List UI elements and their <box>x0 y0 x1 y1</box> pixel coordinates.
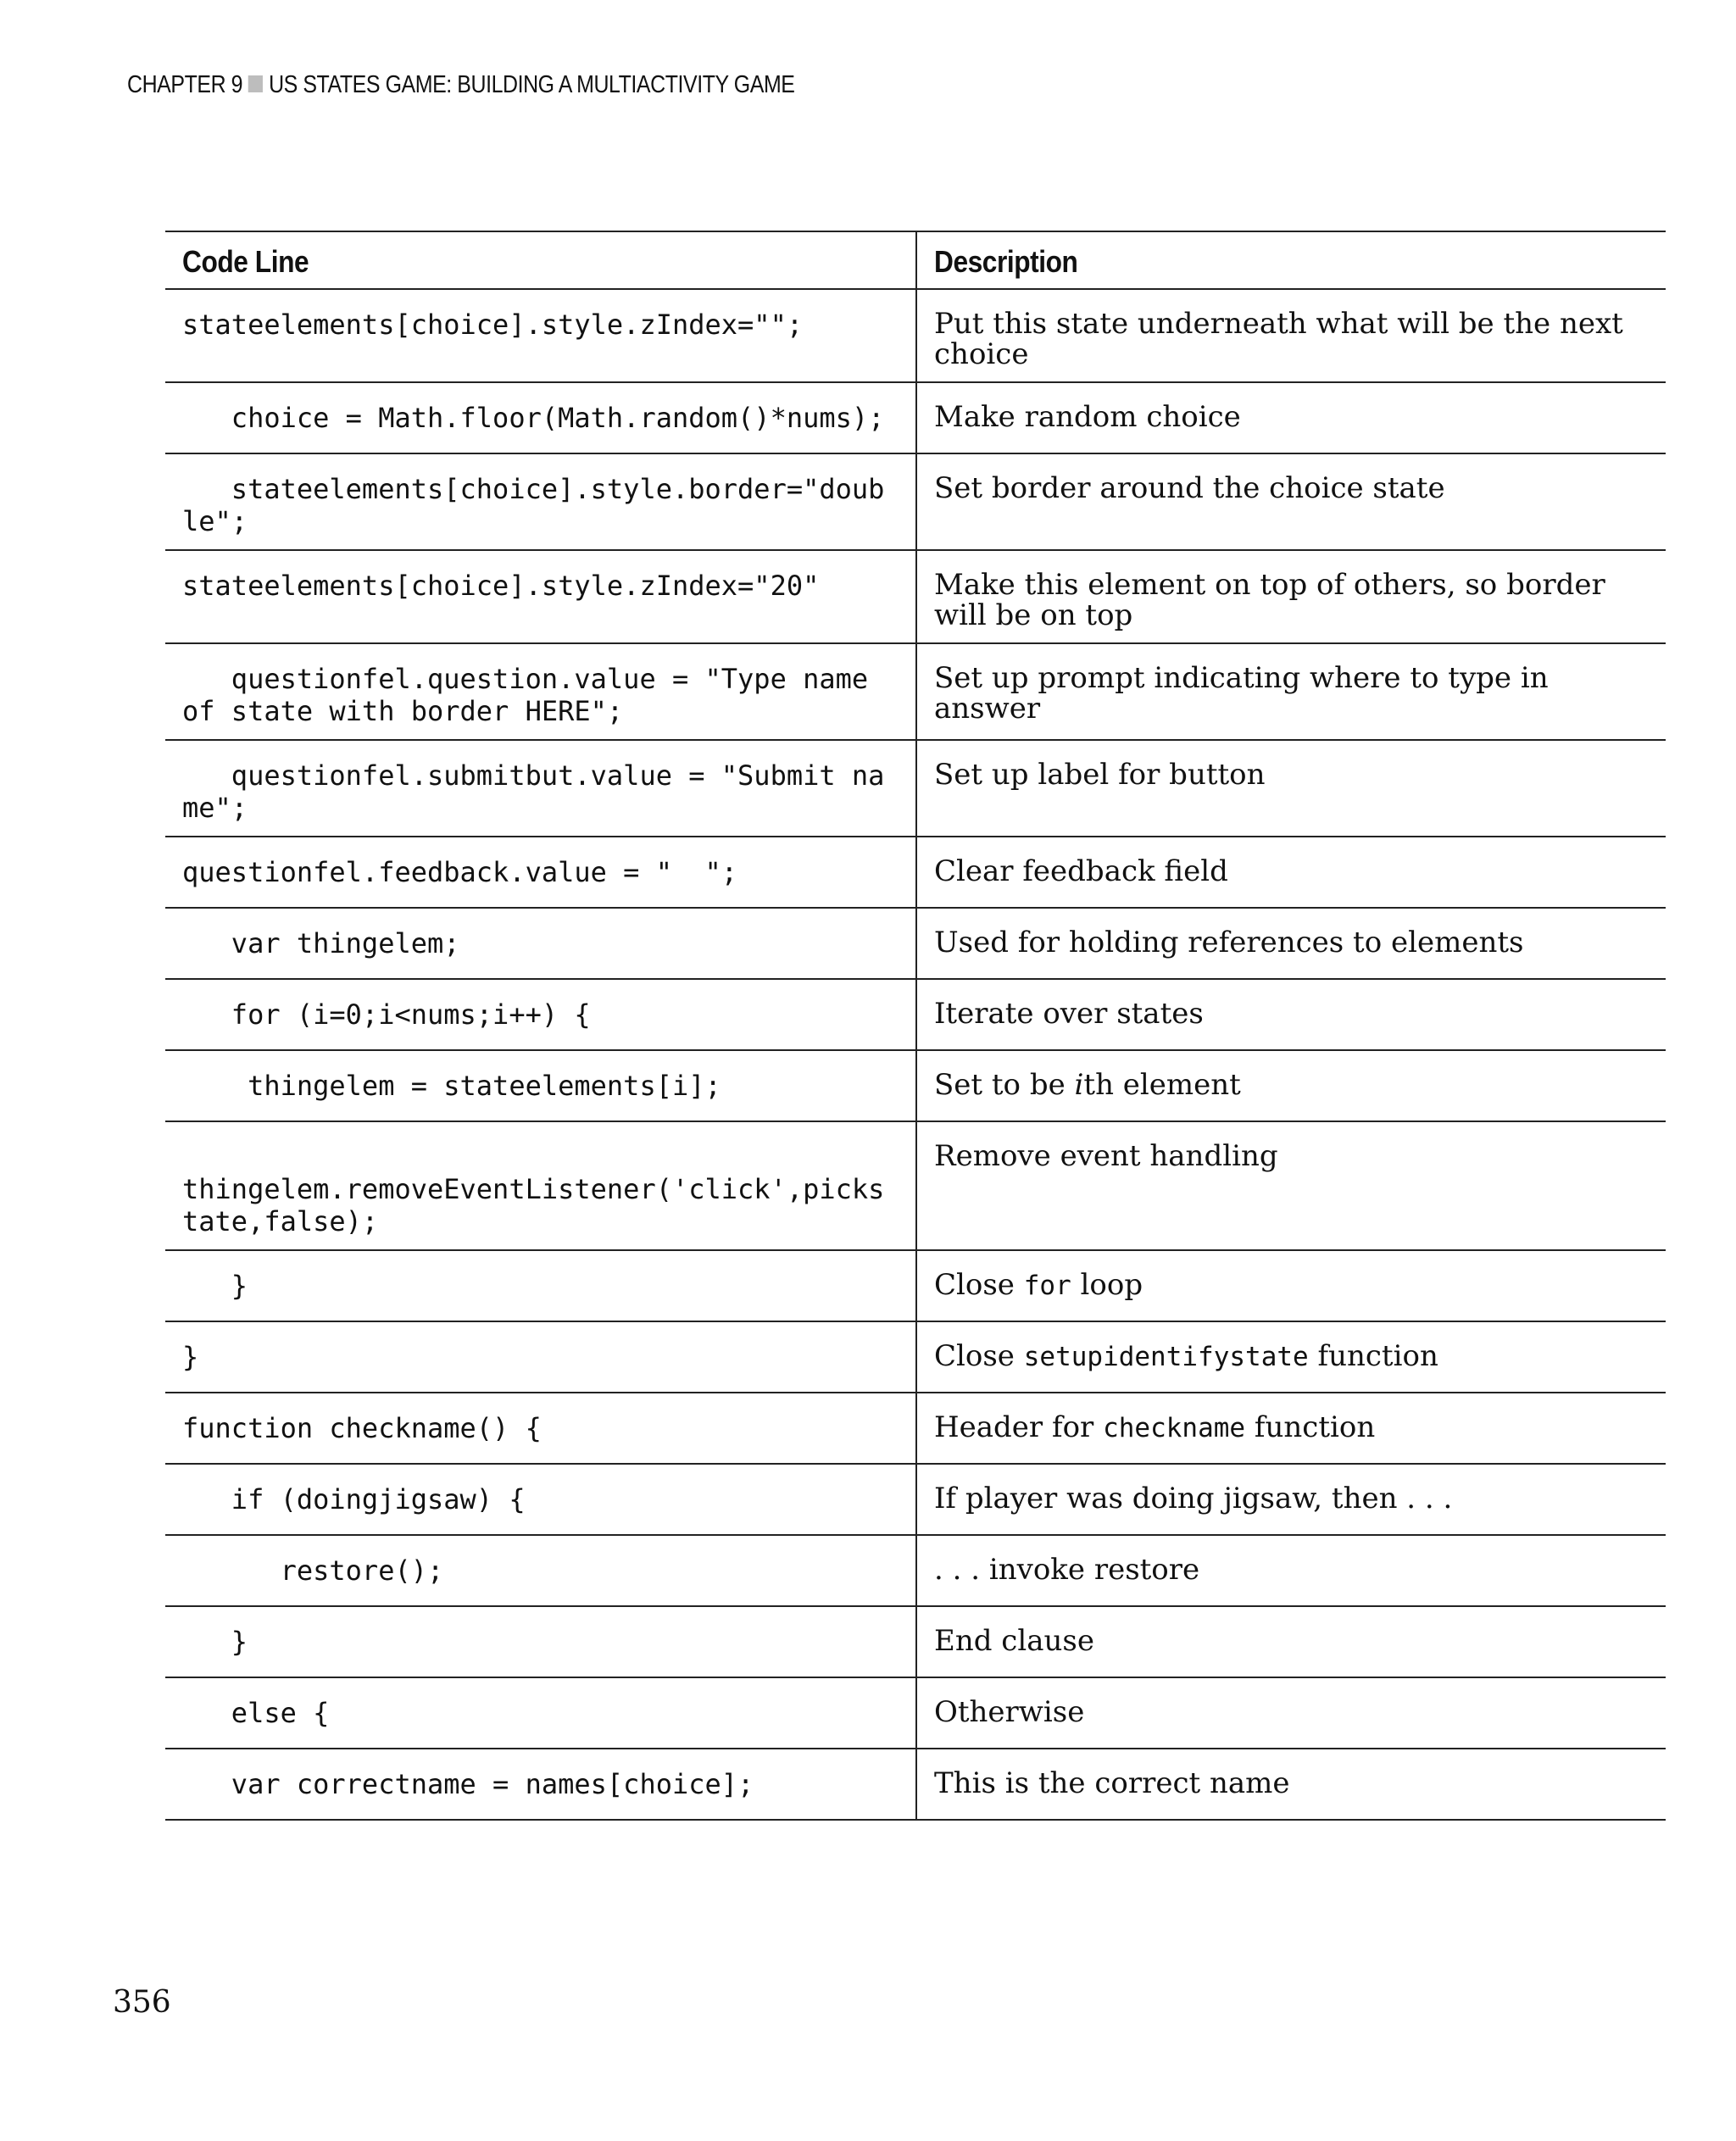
running-header <box>127 71 795 99</box>
table-row <box>165 1250 1666 1321</box>
description-text: Used for holding references to elements <box>934 926 1524 959</box>
description-cell <box>916 1321 1666 1393</box>
description-text: function <box>1245 1410 1376 1444</box>
code-line-cell: } <box>165 1606 916 1677</box>
description-cell <box>916 1250 1666 1321</box>
description-text: for <box>1023 1271 1071 1301</box>
description-cell <box>916 1393 1666 1464</box>
code-line-cell: if (doingjigsaw) { <box>165 1464 916 1535</box>
description-text: Close <box>934 1339 1024 1373</box>
description-cell <box>916 1050 1666 1121</box>
description-text: th element <box>1083 1068 1241 1102</box>
description-text: i <box>1074 1068 1084 1102</box>
description-text: End clause <box>934 1624 1094 1658</box>
code-line-cell: thingelem = stateelements[i]; <box>165 1050 916 1121</box>
code-line-cell: stateelements[choice].style.zIndex=""; <box>165 289 916 382</box>
description-cell <box>916 1677 1666 1749</box>
code-line-cell: stateelements[choice].style.border="double"; <box>165 453 916 550</box>
table-row <box>165 979 1666 1050</box>
column-header-description: Description <box>916 231 1666 289</box>
table-row <box>165 1749 1666 1820</box>
description-cell <box>916 382 1666 453</box>
description-cell <box>916 1535 1666 1606</box>
table-row <box>165 1121 1666 1250</box>
code-line-cell: } <box>165 1250 916 1321</box>
description-text: Set to be <box>934 1068 1075 1102</box>
page-number: 356 <box>113 1985 171 2020</box>
description-text: Header for <box>934 1410 1104 1444</box>
table-row <box>165 837 1666 908</box>
table-row <box>165 382 1666 453</box>
description-cell <box>916 643 1666 740</box>
table-row <box>165 643 1666 740</box>
description-cell <box>916 837 1666 908</box>
table-row <box>165 908 1666 979</box>
code-line-cell: function checkname() { <box>165 1393 916 1464</box>
table-row <box>165 1464 1666 1535</box>
description-text: Iterate over states <box>934 997 1204 1031</box>
code-line-cell: } <box>165 1321 916 1393</box>
code-line-cell: stateelements[choice].style.zIndex="20" <box>165 550 916 643</box>
table-body <box>165 289 1666 1820</box>
description-text: loop <box>1071 1268 1143 1302</box>
description-text: Remove event handling <box>934 1139 1278 1173</box>
description-text: Set up label for button <box>934 758 1266 792</box>
description-cell <box>916 1749 1666 1820</box>
code-description-table <box>165 231 1666 1821</box>
description-text: Set border around the choice state <box>934 471 1445 505</box>
description-text: Set up prompt indicating where to type in answer <box>934 661 1549 726</box>
description-text: Otherwise <box>934 1695 1085 1729</box>
table-row <box>165 1535 1666 1606</box>
description-text: Clear feedback field <box>934 854 1228 888</box>
description-cell <box>916 1121 1666 1250</box>
table-row <box>165 1393 1666 1464</box>
table-row <box>165 550 1666 643</box>
description-text: checkname <box>1103 1413 1246 1443</box>
table-row <box>165 453 1666 550</box>
description-cell <box>916 289 1666 382</box>
code-line-cell: questionfel.feedback.value = " "; <box>165 837 916 908</box>
table-row <box>165 1677 1666 1749</box>
code-line-cell: questionfel.question.value = "Type name of state with border HERE"; <box>165 643 916 740</box>
separator-square-icon <box>248 75 263 92</box>
table-row <box>165 1321 1666 1393</box>
description-cell <box>916 1464 1666 1535</box>
table-row <box>165 1050 1666 1121</box>
description-cell <box>916 908 1666 979</box>
table-row <box>165 740 1666 837</box>
description-cell <box>916 740 1666 837</box>
description-text: This is the correct name <box>934 1766 1290 1800</box>
code-line-cell: var correctname = names[choice]; <box>165 1749 916 1820</box>
description-text: . . . invoke restore <box>934 1553 1200 1587</box>
code-line-cell: questionfel.submitbut.value = "Submit name"; <box>165 740 916 837</box>
code-line-cell: thingelem.removeEventListener('click',pickstate,false); <box>165 1121 916 1250</box>
description-text: setupidentifystate <box>1023 1342 1309 1372</box>
chapter-label: CHAPTER 9 <box>127 71 243 98</box>
code-line-cell: var thingelem; <box>165 908 916 979</box>
table-row <box>165 289 1666 382</box>
description-text: Put this state underneath what will be the next choice <box>934 307 1623 371</box>
description-cell <box>916 550 1666 643</box>
description-text: Close <box>934 1268 1024 1302</box>
description-text: function <box>1308 1339 1438 1373</box>
code-line-cell: choice = Math.floor(Math.random()*nums); <box>165 382 916 453</box>
column-header-code: Code Line <box>165 231 916 289</box>
table-row <box>165 1606 1666 1677</box>
code-line-cell: restore(); <box>165 1535 916 1606</box>
description-cell <box>916 1606 1666 1677</box>
code-line-cell: else { <box>165 1677 916 1749</box>
description-cell <box>916 453 1666 550</box>
table-header-row <box>165 231 1666 289</box>
chapter-title: US STATES GAME: BUILDING A MULTIACTIVITY GAME <box>269 71 795 98</box>
description-text: Make this element on top of others, so border will be on top <box>934 568 1605 632</box>
code-line-cell: for (i=0;i<nums;i++) { <box>165 979 916 1050</box>
description-cell <box>916 979 1666 1050</box>
description-text: If player was doing jigsaw, then . . . <box>934 1482 1453 1515</box>
description-text: Make random choice <box>934 400 1241 434</box>
